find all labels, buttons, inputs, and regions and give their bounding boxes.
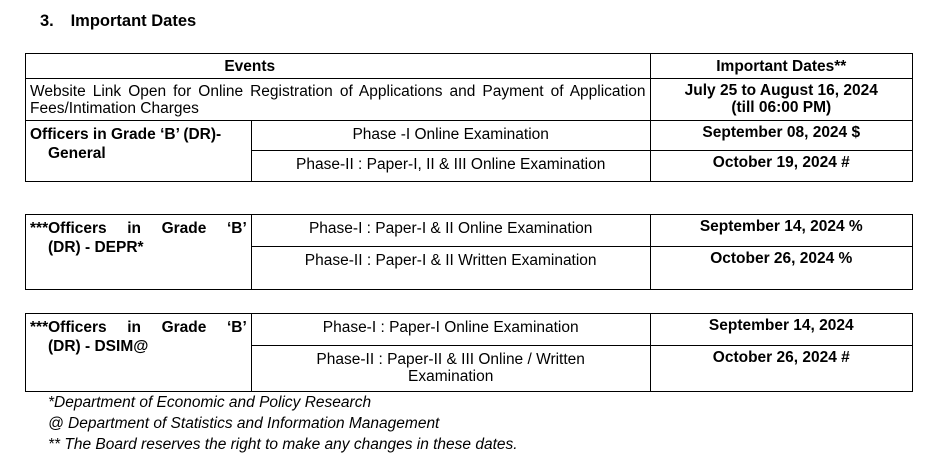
header-events: [26, 54, 651, 79]
phase1-event: Phase-I : Paper-I Online Examination: [251, 314, 650, 346]
phase2-event: Phase-II : Paper-I, II & III Online Examination: [251, 151, 650, 182]
group-officers-general: [26, 121, 252, 182]
group-word: ***Officers: [30, 220, 107, 237]
phase2-date: October 26, 2024 #: [650, 346, 912, 392]
group-label-line2: (DR) - DEPR*: [48, 239, 144, 256]
group-word: Grade: [161, 319, 207, 336]
registration-date-time: (till 06:00 PM): [731, 99, 832, 116]
phase1-event: Phase-I : Paper-I & II Online Examination: [251, 215, 650, 247]
phase2-event: Phase-II : Paper-I & II Written Examination: [251, 247, 650, 290]
group-word: ‘B’: [226, 220, 247, 237]
header-dates: Important Dates**: [650, 54, 912, 79]
table-row: [26, 215, 913, 247]
table-header-row: [26, 54, 913, 79]
registration-date-range: July 25 to August 16, 2024: [684, 82, 878, 99]
header-events-label: Events: [224, 57, 276, 75]
footnote-depr: *Department of Economic and Policy Research: [48, 394, 372, 411]
important-dates-table-depr: [25, 214, 913, 290]
group-officers-depr: [26, 215, 252, 290]
group-label-line1: [30, 219, 247, 238]
group-word: in: [127, 220, 142, 237]
important-dates-table-dsim: [25, 313, 913, 392]
phase1-event: Phase -I Online Examination: [251, 121, 650, 151]
group-label-line2: General: [48, 145, 106, 162]
group-label-line1: [30, 318, 247, 337]
table-row: [26, 121, 913, 151]
group-word: ***Officers: [30, 319, 107, 336]
phase2-event: Phase-II : Paper-II & III Online / Written Examination: [251, 346, 650, 392]
section-number: 3.: [40, 12, 54, 30]
group-word: in: [127, 319, 142, 336]
phase2-date: October 19, 2024 #: [650, 151, 912, 182]
registration-date: [650, 79, 912, 121]
footnote-board: ** The Board reserves the right to make any changes in these dates.: [48, 436, 518, 453]
footnote-dsim: @ Department of Statistics and Information Management: [48, 415, 440, 432]
table-row: [26, 314, 913, 346]
phase1-date: September 14, 2024: [650, 314, 912, 346]
group-word: Grade: [161, 220, 207, 237]
phase2-date: October 26, 2024 %: [650, 247, 912, 290]
group-label-line1: Officers in Grade ‘B’ (DR)-: [30, 126, 222, 143]
phase1-date: September 08, 2024 $: [650, 121, 912, 151]
important-dates-table-general: [25, 53, 913, 182]
registration-event: Website Link Open for Online Registration of Applications and Payment of Application Fees/Intimation Charges: [26, 79, 651, 121]
section-title: Important Dates: [70, 12, 197, 30]
group-label-line2: (DR) - DSIM@: [48, 338, 149, 355]
table-row: [26, 79, 913, 121]
footnotes: [48, 392, 518, 455]
section-heading: [40, 12, 196, 31]
phase1-date: September 14, 2024 %: [650, 215, 912, 247]
group-officers-dsim: [26, 314, 252, 392]
group-word: ‘B’: [226, 319, 247, 336]
